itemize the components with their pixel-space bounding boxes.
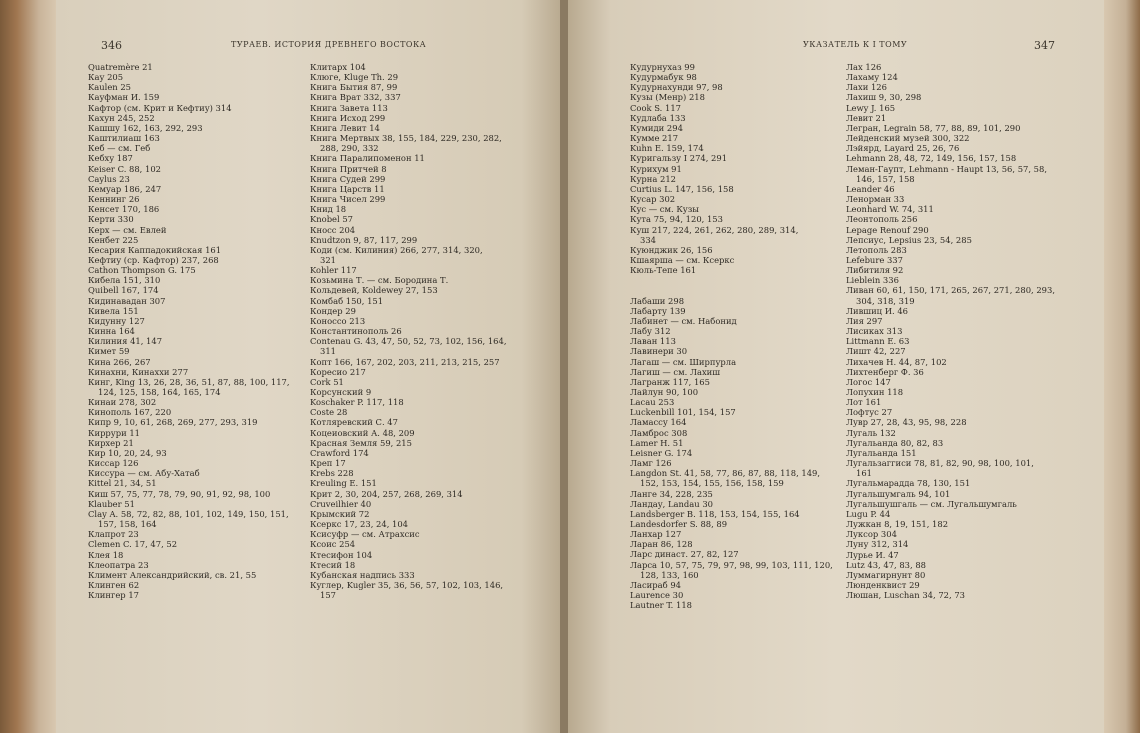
index-entry: Langdon St. 41, 58, 77, 86, 87, 88, 118, 149, xyxy=(630,468,821,479)
index-entry: Кудурнахунди 97, 98 xyxy=(630,82,723,93)
index-entry: Киррури 11 xyxy=(88,427,140,438)
index-entry: Кносс 204 xyxy=(310,224,356,235)
index-entry: Лахи 126 xyxy=(846,82,887,93)
index-entry: Cathon Thompson G. 175 xyxy=(88,265,196,276)
index-entry: Leander 46 xyxy=(846,183,895,194)
index-entry: Куш 217, 224, 261, 262, 280, 289, 314, xyxy=(630,224,799,235)
page-number-right: 347 xyxy=(1034,39,1055,52)
index-entry: Люшан, Luschan 34, 72, 73 xyxy=(846,590,965,601)
index-entry: Кшаярша — см. Ксеркс xyxy=(630,254,735,265)
index-entry: Clay A. 58, 72, 82, 88, 101, 102, 149, 150, 151, xyxy=(88,508,289,519)
index-entry: Кесария Каппадокийская 161 xyxy=(88,244,222,255)
index-entry-continuation: 128, 133, 160 xyxy=(640,569,699,580)
index-entry: Креп 17 xyxy=(310,458,346,469)
index-column-2 xyxy=(310,62,538,600)
index-entry: Козьмина Т. — см. Бородина Т. xyxy=(310,275,449,286)
index-entry-continuation: 152, 153, 154, 155, 156, 158, 159 xyxy=(640,478,784,489)
index-entry: Лабарту 139 xyxy=(630,305,686,316)
index-entry: Лагиш — см. Лахиш xyxy=(630,366,721,377)
index-entry: Кинна 164 xyxy=(88,326,135,337)
index-entry: Клингер 17 xyxy=(88,590,139,601)
index-column-3 xyxy=(630,62,840,610)
index-entry: Кинаи 278, 302 xyxy=(88,397,157,408)
index-entry: Knobel 57 xyxy=(310,214,354,225)
index-entry: Лавинери 30 xyxy=(630,346,688,357)
index-entry: Константинополь 26 xyxy=(310,326,402,337)
index-entry: Кусар 302 xyxy=(630,194,676,205)
index-entry: Ласираб 94 xyxy=(630,579,681,590)
index-entry: Лугальшушгаль — см. Лугальшумгаль xyxy=(846,498,1017,509)
index-entry: Lautner T. 118 xyxy=(630,600,692,611)
index-entry: Клюге, Kluge Th. 29 xyxy=(310,72,399,83)
index-column-4 xyxy=(846,62,1082,600)
index-entry: Лаван 113 xyxy=(630,336,676,347)
index-entry: Кир 10, 20, 24, 93 xyxy=(88,447,167,458)
index-entry: Ксоис 254 xyxy=(310,539,356,550)
index-entry: Кебху 187 xyxy=(88,153,133,164)
index-entry: Книга Царств 11 xyxy=(310,183,385,194)
index-entry: Леман-Гаупт, Lehmann - Haupt 13, 56, 57, 58, xyxy=(846,163,1047,174)
index-entry: Лахаму 124 xyxy=(846,72,898,83)
index-entry: Книга Чисел 299 xyxy=(310,194,386,205)
index-entry: Ксисуфр — см. Атрахсис xyxy=(310,529,420,540)
index-entry: Книга Исход 299 xyxy=(310,112,386,123)
index-entry: Caylus 23 xyxy=(88,173,130,184)
index-entry: Landsberger B. 118, 153, 154, 155, 164 xyxy=(630,508,800,519)
index-entry: Lefebure 337 xyxy=(846,254,903,265)
index-entry: Лагаш — см. Ширпурла xyxy=(630,356,737,367)
index-entry: Котляревский С. 47 xyxy=(310,417,398,428)
index-entry: Левит 21 xyxy=(846,112,887,123)
index-entry: Леонтополь 256 xyxy=(846,214,918,225)
index-entry: Кирхер 21 xyxy=(88,437,134,448)
index-entry: Cruveilhier 40 xyxy=(310,498,372,509)
index-entry: Кимет 59 xyxy=(88,346,130,357)
index-entry: Лабаши 298 xyxy=(630,295,685,306)
index-entry: Кенсет 170, 186 xyxy=(88,204,160,215)
index-entry: Ларс династ. 27, 82, 127 xyxy=(630,549,739,560)
index-entry: Кута 75, 94, 120, 153 xyxy=(630,214,723,225)
index-column-1 xyxy=(88,62,300,600)
index-entry: Керх — см. Евлей xyxy=(88,224,167,235)
index-entry: Килиния 41, 147 xyxy=(88,336,163,347)
index-entry-continuation: 321 xyxy=(320,254,336,265)
index-entry: Курихум 91 xyxy=(630,163,682,174)
running-head-right: УКАЗАТЕЛЬ К I ТОМУ xyxy=(803,40,908,49)
index-entry: Кафтор (см. Крит и Кефтиу) 314 xyxy=(88,102,232,113)
index-entry: Курна 212 xyxy=(630,173,676,184)
index-entry: Климент Александрийский, св. 21, 55 xyxy=(88,569,257,580)
index-entry: Киссар 126 xyxy=(88,458,139,469)
index-entry: Kreuling E. 151 xyxy=(310,478,377,489)
page-number-left: 346 xyxy=(101,39,122,52)
index-entry: Кюль-Тепе 161 xyxy=(630,265,697,276)
index-entry: Куглер, Kugler 35, 36, 56, 57, 102, 103, 146, xyxy=(310,579,504,590)
index-entry: Ламассу 164 xyxy=(630,417,687,428)
index-entry: Клинген 62 xyxy=(88,579,140,590)
index-entry: Ливан 60, 61, 150, 171, 265, 267, 271, 280, 293, xyxy=(846,285,1055,296)
index-entry: Cork 51 xyxy=(310,376,344,387)
book-left-edge xyxy=(0,0,56,733)
index-entry: Coste 28 xyxy=(310,407,348,418)
index-entry-continuation: 146, 157, 158 xyxy=(856,173,915,184)
index-entry: Летополь 283 xyxy=(846,244,907,255)
index-entry: Crawford 174 xyxy=(310,447,369,458)
index-entry: Легран, Legrain 58, 77, 88, 89, 101, 290 xyxy=(846,122,1021,133)
index-entry: Кипр 9, 10, 61, 268, 269, 277, 293, 319 xyxy=(88,417,258,428)
index-entry: Leonhard W. 74, 311 xyxy=(846,204,934,215)
index-entry: Лагранж 117, 165 xyxy=(630,376,710,387)
index-entry: Кумме 217 xyxy=(630,133,679,144)
index-entry: Клея 18 xyxy=(88,549,124,560)
index-entry: Quatremère 21 xyxy=(88,62,153,72)
index-entry: Кольдевей, Koldewey 27, 153 xyxy=(310,285,438,296)
index-entry: Klauber 51 xyxy=(88,498,135,509)
index-entry: Коцеиовский А. 48, 209 xyxy=(310,427,415,438)
index-entry: Лах 126 xyxy=(846,62,882,72)
index-entry: Лугальшумгаль 94, 101 xyxy=(846,488,951,499)
index-entry: Kohler 117 xyxy=(310,265,357,276)
index-entry: Куригальзу I 274, 291 xyxy=(630,153,728,164)
index-entry: Кемуар 186, 247 xyxy=(88,183,162,194)
index-entry: Ланге 34, 228, 235 xyxy=(630,488,713,499)
index-entry-continuation: 288, 290, 332 xyxy=(320,143,379,154)
index-entry: Cook S. 117 xyxy=(630,102,681,113)
index-entry: Коресио 217 xyxy=(310,366,366,377)
index-entry: Ларса 10, 57, 75, 79, 97, 98, 99, 103, 111, 120, xyxy=(630,559,833,570)
index-entry: Луну 312, 314 xyxy=(846,539,909,550)
index-entry-continuation: 124, 125, 158, 164, 165, 174 xyxy=(98,387,221,397)
index-entry: Лэйярд, Layard 25, 26, 76 xyxy=(846,143,960,154)
index-entry: Knudtzon 9, 87, 117, 299 xyxy=(310,234,418,245)
index-entry: Луксор 304 xyxy=(846,529,897,540)
index-entry: Lehmann 28, 48, 72, 149, 156, 157, 158 xyxy=(846,153,1017,164)
index-entry: Клеопатра 23 xyxy=(88,559,149,570)
index-entry: Кудурнухаз 99 xyxy=(630,62,695,72)
index-entry: Лугальанда 151 xyxy=(846,447,917,458)
index-entry: Книга Паралипоменон 11 xyxy=(310,153,425,164)
index-entry: Кашшу 162, 163, 292, 293 xyxy=(88,122,203,133)
index-entry-continuation: 334 xyxy=(640,234,656,245)
index-entry: Кус — см. Кузы xyxy=(630,204,699,215)
index-entry: Lepage Renouf 290 xyxy=(846,224,929,235)
index-entry: Лужкан 8, 19, 151, 182 xyxy=(846,519,949,530)
index-entry: Лугаль 132 xyxy=(846,427,896,438)
index-entry: Ксеркс 17, 23, 24, 104 xyxy=(310,519,409,530)
index-entry: Кумиди 294 xyxy=(630,122,683,133)
index-entry: Лившиц И. 46 xyxy=(846,305,908,316)
index-entry: Ленорман 33 xyxy=(846,194,905,205)
index-entry: Curtius L. 147, 156, 158 xyxy=(630,183,734,194)
index-entry: Клапрот 23 xyxy=(88,529,139,540)
index-entry: Клитарх 104 xyxy=(310,62,366,72)
index-entry: Лабу 312 xyxy=(630,326,671,337)
index-entry: Логос 147 xyxy=(846,376,891,387)
index-entry: Кина 266, 267 xyxy=(88,356,151,367)
index-entry: Contenau G. 43, 47, 50, 52, 73, 102, 156, 164, xyxy=(310,336,507,347)
index-entry: Кибела 151, 310 xyxy=(88,275,161,286)
index-entry: Книга Притчей 8 xyxy=(310,163,387,174)
index-entry: Кидинавадан 307 xyxy=(88,295,166,306)
index-entry: Clemen C. 17, 47, 52 xyxy=(88,539,178,550)
index-entry: Лувр 27, 28, 43, 95, 98, 228 xyxy=(846,417,967,428)
index-entry: Лугальзаггиси 78, 81, 82, 90, 98, 100, 101, xyxy=(846,458,1034,469)
index-entry: Laurence 30 xyxy=(630,590,684,601)
index-entry: Luckenbill 101, 154, 157 xyxy=(630,407,736,418)
index-entry: Лисиках 313 xyxy=(846,326,903,337)
index-entry: Кахун 245, 252 xyxy=(88,112,155,123)
index-entry: Kaulen 25 xyxy=(88,82,131,93)
index-entry: Ламброс 308 xyxy=(630,427,688,438)
index-entry: Куюнджик 26, 156 xyxy=(630,244,713,255)
index-entry: Книд 18 xyxy=(310,204,347,215)
index-entry: Лихачев Н. 44, 87, 102 xyxy=(846,356,947,367)
index-entry-continuation: 157 xyxy=(320,590,336,601)
index-entry-continuation: 161 xyxy=(856,468,872,479)
index-entry: Кинополь 167, 220 xyxy=(88,407,172,418)
index-entry: Koschaker P. 117, 118 xyxy=(310,397,404,408)
index-entry: Kittel 21, 34, 51 xyxy=(88,478,157,489)
index-entry-continuation: 304, 318, 319 xyxy=(856,295,915,306)
right-page xyxy=(568,0,1104,733)
index-entry: Ланхар 127 xyxy=(630,529,682,540)
index-entry: Книга Судей 299 xyxy=(310,173,386,184)
index-entry: Кау 205 xyxy=(88,72,124,83)
index-entry: Лишт 42, 227 xyxy=(846,346,906,357)
index-gap xyxy=(630,285,840,295)
index-entry: Люнденквист 29 xyxy=(846,579,920,590)
index-entry: Книга Врат 332, 337 xyxy=(310,92,401,103)
index-gap xyxy=(630,275,840,285)
index-entry: Крымский 72 xyxy=(310,508,370,519)
index-entry: Комбаб 150, 151 xyxy=(310,295,384,306)
index-entry: Керти 330 xyxy=(88,214,134,225)
index-entry: Коноссо 213 xyxy=(310,315,366,326)
index-entry: Лугальмарадда 78, 130, 151 xyxy=(846,478,971,489)
index-entry: Кинахни, Кинаххи 277 xyxy=(88,366,189,377)
index-entry: Коди (см. Килиния) 266, 277, 314, 320, xyxy=(310,244,483,255)
index-entry: Quibell 167, 174 xyxy=(88,285,159,296)
index-entry-continuation: 311 xyxy=(320,346,336,357)
index-entry: Копт 166, 167, 202, 203, 211, 213, 215, 257 xyxy=(310,356,500,367)
index-entry: Кидунну 127 xyxy=(88,315,145,326)
index-entry: Лурье И. 47 xyxy=(846,549,899,560)
index-entry: Lewy J. 165 xyxy=(846,102,896,113)
index-entry: Lugu P. 44 xyxy=(846,508,891,519)
index-entry: Ларан 86, 128 xyxy=(630,539,693,550)
index-entry: Krebs 228 xyxy=(310,468,354,479)
index-entry: Лайлун 90, 100 xyxy=(630,386,699,397)
index-entry: Littmann E. 63 xyxy=(846,336,910,347)
index-entry: Кеб — см. Геб xyxy=(88,143,151,154)
index-entry: Книга Завета 113 xyxy=(310,102,388,113)
index-entry: Lamer H. 51 xyxy=(630,437,684,448)
index-entry: Кудурмабук 98 xyxy=(630,72,697,83)
index-entry: Лофтус 27 xyxy=(846,407,893,418)
book-right-edge xyxy=(1104,0,1140,733)
index-entry: Кеннинг 26 xyxy=(88,194,140,205)
index-entry: Ктесифон 104 xyxy=(310,549,373,560)
index-entry: Кузы (Менр) 218 xyxy=(630,92,705,103)
index-entry: Lieblein 336 xyxy=(846,275,899,286)
index-entry: Ктесий 18 xyxy=(310,559,356,570)
index-entry: Лот 161 xyxy=(846,397,882,408)
index-entry: Киш 57, 75, 77, 78, 79, 90, 91, 92, 98, 100 xyxy=(88,488,271,499)
index-entry: Кубанская надпись 333 xyxy=(310,569,415,580)
index-entry: Книга Левит 14 xyxy=(310,122,380,133)
index-entry: Книга Мертвых 38, 155, 184, 229, 230, 282, xyxy=(310,133,502,144)
index-entry: Либитиля 92 xyxy=(846,265,904,276)
index-entry: Ландау, Landau 30 xyxy=(630,498,713,509)
index-entry: Каштилиаш 163 xyxy=(88,133,160,144)
index-entry: Лепсиус, Lepsius 23, 54, 285 xyxy=(846,234,972,245)
index-entry: Лугальанда 80, 82, 83 xyxy=(846,437,944,448)
index-entry: Луммагирнунт 80 xyxy=(846,569,926,580)
index-entry: Кивела 151 xyxy=(88,305,139,316)
running-head-left: ТУРАЕВ. ИСТОРИЯ ДРЕВНЕГО ВОСТОКА xyxy=(231,40,427,49)
index-entry: Лопухин 118 xyxy=(846,387,904,397)
index-entry: Крит 2, 30, 204, 257, 268, 269, 314 xyxy=(310,488,463,499)
left-page xyxy=(56,0,562,733)
index-entry: Книга Бытия 87, 99 xyxy=(310,82,398,93)
index-entry: Лейденский музей 300, 322 xyxy=(846,133,970,144)
index-entry: Кефтиу (ср. Кафтор) 237, 268 xyxy=(88,254,219,265)
index-entry: Киссура — см. Абу-Хатаб xyxy=(88,468,200,479)
index-entry: Лия 297 xyxy=(846,315,883,326)
index-entry: Kuhn E. 159, 174 xyxy=(630,143,704,154)
index-entry: Красная Земля 59, 215 xyxy=(310,437,412,448)
index-entry: Кондер 29 xyxy=(310,305,356,316)
index-entry: Лахиш 9, 30, 298 xyxy=(846,92,922,103)
index-entry-continuation: 157, 158, 164 xyxy=(98,519,157,530)
index-entry: Корсунский 9 xyxy=(310,387,372,397)
index-entry: Кудлаба 133 xyxy=(630,112,686,123)
index-entry: Leisner G. 174 xyxy=(630,447,693,458)
index-entry: Лабинет — см. Набонид xyxy=(630,315,737,326)
index-entry: Кауфман И. 159 xyxy=(88,92,160,103)
index-entry: Кинг, King 13, 26, 28, 36, 51, 87, 88, 100, 117, xyxy=(88,376,290,387)
index-entry: Lutz 43, 47, 83, 88 xyxy=(846,559,926,570)
index-entry: Лихтенберг Ф. 36 xyxy=(846,366,924,377)
index-entry: Lacau 253 xyxy=(630,397,675,408)
index-entry: Landesdorfer S. 88, 89 xyxy=(630,519,728,529)
index-entry: Кенбет 225 xyxy=(88,234,139,245)
index-entry: Keiser C. 88, 102 xyxy=(88,163,161,174)
index-entry: Ламг 126 xyxy=(630,458,672,469)
